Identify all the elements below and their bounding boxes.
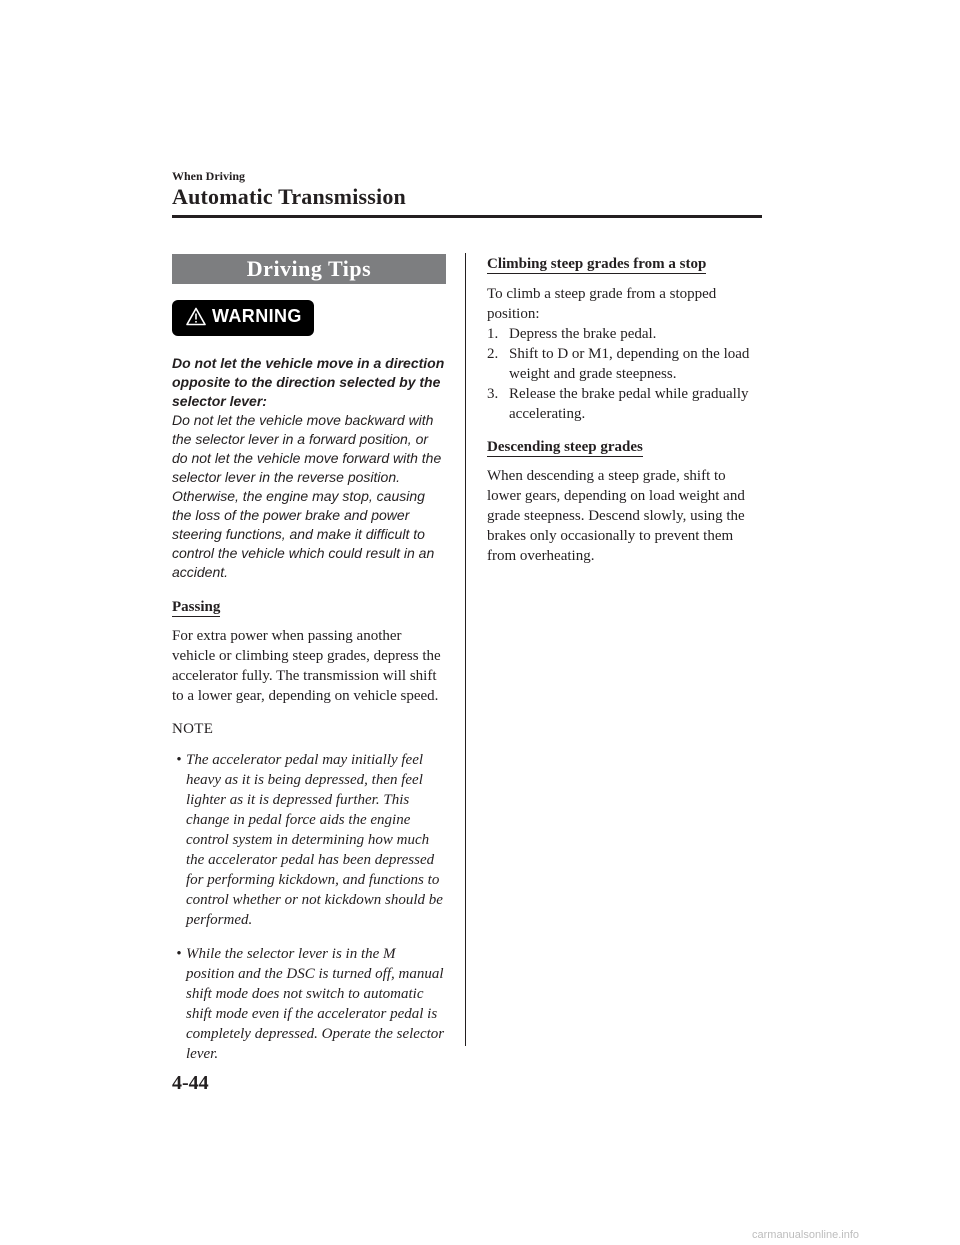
note-label: NOTE	[172, 721, 214, 737]
step-text: Shift to D or M1, depending on the load weight and grade steepness.	[509, 346, 750, 382]
step-text: Release the brake pedal while gradually accelerating.	[509, 386, 749, 422]
passing-heading: Passing	[172, 599, 221, 615]
note-text: The accelerator pedal may initially feel heavy as it is being depressed, then feel lighter as it is depressed further. This change in pedal force aids the engine control system in determining how much the accelerator pedal has been depressed for performing kickdown, and functions to control whether or not kickdown should be performed.	[186, 752, 443, 928]
note-item	[172, 944, 446, 1064]
step-item	[487, 344, 762, 384]
driving-tips-banner: Driving Tips	[172, 254, 446, 284]
descending-heading: Descending steep grades	[487, 439, 643, 455]
step-text: Depress the brake pedal.	[509, 326, 657, 342]
title-rule	[172, 215, 762, 218]
warning-heading: Do not let the vehicle move in a direction opposite to the direction selected by the selector lever:	[172, 355, 445, 409]
step-number: 1.	[487, 326, 499, 342]
warning-triangle-icon	[186, 307, 206, 326]
climbing-intro: To climb a steep grade from a stopped position:	[487, 286, 717, 322]
climbing-heading: Climbing steep grades from a stop	[487, 256, 707, 272]
passing-body: For extra power when passing another vehicle or climbing steep grades, depress the accelerator fully. The transmission will shift to a lower gear, depending on vehicle speed.	[172, 628, 441, 704]
step-number: 3.	[487, 386, 499, 402]
warning-body: Do not let the vehicle move backward with the selector lever in a forward position, or do not let the vehicle move forward with the selector lever in the reverse position. Otherwise, the engine may stop, causing the loss of the power brake and power steering functions, and make it difficult to control the vehicle which could result in an accident.	[172, 412, 442, 580]
column-divider	[465, 253, 466, 1046]
descending-body: When descending a steep grade, shift to lower gears, depending on load weight and grade steepness. Descend slowly, using the brakes only occasionally to prevent them from overheating.	[487, 468, 745, 564]
warning-badge	[172, 300, 314, 336]
note-text: While the selector lever is in the M position and the DSC is turned off, manual shift mode does not switch to automatic shift mode even if the accelerator pedal is completely depressed. Operate the selector lever.	[186, 946, 445, 1062]
footer-watermark: carmanualsonline.info	[752, 1229, 860, 1241]
bullet-icon: •	[176, 752, 182, 768]
section-label: When Driving	[172, 169, 246, 183]
right-column	[487, 254, 762, 566]
step-number: 2.	[487, 346, 499, 362]
step-item	[487, 324, 762, 344]
warning-label: WARNING	[212, 306, 302, 326]
left-column	[172, 254, 446, 1064]
bullet-icon: •	[176, 946, 182, 962]
step-item	[487, 384, 762, 424]
note-item	[172, 750, 446, 930]
page-number: 4-44	[172, 1072, 209, 1094]
page-title: Automatic Transmission	[172, 184, 406, 209]
